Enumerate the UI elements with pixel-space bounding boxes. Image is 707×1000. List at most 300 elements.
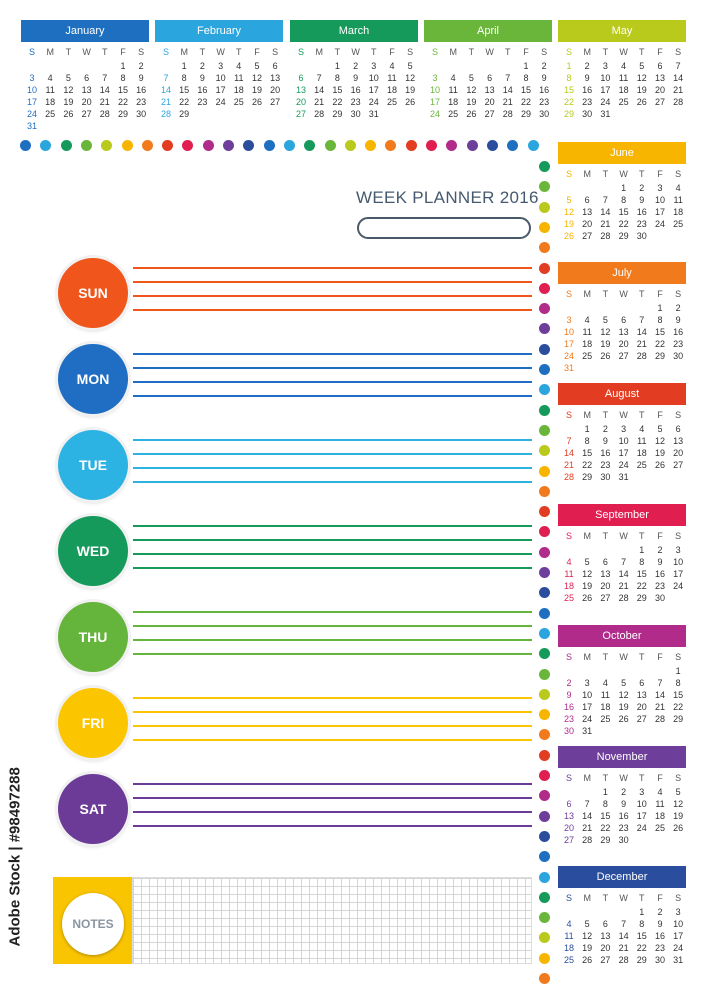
calendar-day[interactable]: 18 (582, 339, 593, 349)
calendar-day[interactable]: 5 (675, 787, 681, 797)
calendar-day[interactable]: 19 (251, 85, 262, 95)
calendar-day[interactable]: 27 (81, 109, 92, 119)
calendar-day[interactable]: 2 (675, 303, 681, 313)
calendar-day[interactable]: 23 (636, 219, 647, 229)
calendar-day[interactable]: 8 (334, 73, 340, 83)
calendar-day[interactable]: 26 (63, 109, 74, 119)
calendar-day[interactable]: 11 (655, 799, 665, 809)
calendar-day[interactable]: 13 (563, 811, 574, 821)
calendar-day[interactable]: 7 (621, 557, 627, 567)
calendar-day[interactable]: 23 (136, 97, 147, 107)
calendar-day[interactable]: 30 (136, 109, 147, 119)
calendar-day[interactable]: 6 (272, 61, 278, 71)
calendar-day[interactable]: 17 (673, 931, 684, 941)
calendar-day[interactable]: 18 (45, 97, 56, 107)
calendar-day[interactable]: 17 (26, 97, 37, 107)
calendar-day[interactable]: 1 (675, 666, 681, 676)
calendar-day[interactable]: 28 (618, 593, 629, 603)
calendar-day[interactable]: 7 (621, 919, 627, 929)
calendar-day[interactable]: 6 (639, 678, 645, 688)
calendar-day[interactable]: 24 (673, 943, 684, 953)
calendar-day[interactable]: 22 (673, 702, 684, 712)
day-writing-line[interactable] (133, 295, 532, 297)
calendar-day[interactable]: 9 (566, 690, 572, 700)
calendar-day[interactable]: 30 (654, 593, 665, 603)
calendar-day[interactable]: 29 (117, 109, 128, 119)
calendar-day[interactable]: 14 (618, 931, 629, 941)
calendar-day[interactable]: 23 (673, 339, 684, 349)
calendar-day[interactable]: 3 (621, 424, 627, 434)
calendar-day[interactable]: 10 (673, 557, 684, 567)
calendar-day[interactable]: 11 (234, 73, 244, 83)
calendar-day[interactable]: 29 (179, 109, 190, 119)
calendar-day[interactable]: 2 (639, 183, 645, 193)
calendar-day[interactable]: 18 (600, 702, 611, 712)
calendar-day[interactable]: 20 (636, 702, 647, 712)
day-writing-line[interactable] (133, 553, 532, 555)
calendar-day[interactable]: 7 (675, 61, 681, 71)
calendar-day[interactable]: 10 (600, 73, 611, 83)
calendar-day[interactable]: 10 (618, 436, 629, 446)
calendar-day[interactable]: 21 (502, 97, 513, 107)
calendar-day[interactable]: 28 (636, 351, 647, 361)
calendar-day[interactable]: 29 (636, 955, 647, 965)
calendar-day[interactable]: 11 (618, 73, 629, 83)
day-writing-line[interactable] (133, 539, 532, 541)
day-writing-line[interactable] (133, 467, 532, 469)
calendar-day[interactable]: 11 (564, 931, 574, 941)
calendar-day[interactable]: 13 (618, 327, 629, 337)
calendar-day[interactable]: 7 (584, 799, 590, 809)
calendar-day[interactable]: 2 (199, 61, 205, 71)
calendar-day[interactable]: 25 (600, 714, 611, 724)
calendar-day[interactable]: 26 (618, 714, 629, 724)
day-writing-line[interactable] (133, 739, 532, 741)
calendar-day[interactable]: 26 (654, 460, 665, 470)
calendar-day[interactable]: 23 (618, 823, 629, 833)
calendar-day[interactable]: 6 (675, 424, 681, 434)
calendar-day[interactable]: 12 (636, 73, 647, 83)
calendar-day[interactable]: 20 (600, 943, 611, 953)
calendar-day[interactable]: 17 (600, 85, 611, 95)
calendar-day[interactable]: 10 (582, 690, 593, 700)
calendar-day[interactable]: 21 (582, 823, 593, 833)
day-writing-line[interactable] (133, 625, 532, 627)
calendar-day[interactable]: 24 (618, 460, 629, 470)
calendar-day[interactable]: 25 (654, 823, 665, 833)
calendar-day[interactable]: 1 (523, 61, 529, 71)
calendar-day[interactable]: 2 (566, 678, 572, 688)
calendar-day[interactable]: 3 (371, 61, 377, 71)
calendar-day[interactable]: 20 (654, 85, 665, 95)
calendar-day[interactable]: 6 (602, 919, 608, 929)
calendar-day[interactable]: 24 (582, 714, 593, 724)
calendar-day[interactable]: 28 (582, 835, 593, 845)
calendar-day[interactable]: 3 (566, 315, 572, 325)
calendar-day[interactable]: 1 (639, 907, 645, 917)
calendar-day[interactable]: 4 (566, 919, 572, 929)
calendar-day[interactable]: 11 (45, 85, 55, 95)
calendar-day[interactable]: 24 (636, 823, 647, 833)
calendar-day[interactable]: 3 (584, 678, 590, 688)
calendar-day[interactable]: 12 (618, 690, 629, 700)
calendar-day[interactable]: 12 (582, 931, 593, 941)
calendar-day[interactable]: 29 (618, 231, 629, 241)
calendar-day[interactable]: 30 (636, 231, 647, 241)
calendar-day[interactable]: 15 (563, 85, 574, 95)
calendar-day[interactable]: 11 (582, 327, 592, 337)
calendar-day[interactable]: 23 (563, 714, 574, 724)
calendar-day[interactable]: 4 (602, 678, 608, 688)
day-writing-line[interactable] (133, 783, 532, 785)
calendar-day[interactable]: 14 (314, 85, 325, 95)
calendar-day[interactable]: 31 (600, 109, 611, 119)
calendar-day[interactable]: 20 (295, 97, 306, 107)
calendar-day[interactable]: 8 (566, 73, 572, 83)
calendar-day[interactable]: 26 (251, 97, 262, 107)
calendar-day[interactable]: 4 (47, 73, 53, 83)
calendar-day[interactable]: 19 (636, 85, 647, 95)
calendar-day[interactable]: 25 (582, 351, 593, 361)
calendar-day[interactable]: 26 (582, 955, 593, 965)
calendar-day[interactable]: 23 (539, 97, 550, 107)
calendar-day[interactable]: 5 (639, 61, 645, 71)
calendar-day[interactable]: 27 (270, 97, 281, 107)
calendar-day[interactable]: 28 (563, 472, 574, 482)
calendar-day[interactable]: 19 (405, 85, 416, 95)
calendar-day[interactable]: 2 (353, 61, 359, 71)
calendar-day[interactable]: 27 (484, 109, 495, 119)
calendar-day[interactable]: 3 (639, 787, 645, 797)
calendar-day[interactable]: 15 (600, 811, 611, 821)
calendar-day[interactable]: 1 (334, 61, 340, 71)
calendar-day[interactable]: 10 (215, 73, 226, 83)
calendar-day[interactable]: 21 (673, 85, 684, 95)
calendar-day[interactable]: 15 (179, 85, 190, 95)
calendar-day[interactable]: 2 (602, 424, 608, 434)
calendar-day[interactable]: 10 (654, 195, 665, 205)
calendar-day[interactable]: 8 (639, 919, 645, 929)
calendar-day[interactable]: 25 (233, 97, 244, 107)
calendar-day[interactable]: 12 (63, 85, 74, 95)
calendar-day[interactable]: 5 (602, 315, 608, 325)
calendar-day[interactable]: 21 (654, 702, 665, 712)
calendar-day[interactable]: 3 (218, 61, 224, 71)
day-writing-line[interactable] (133, 639, 532, 641)
calendar-day[interactable]: 6 (602, 557, 608, 567)
calendar-day[interactable]: 16 (563, 702, 574, 712)
calendar-day[interactable]: 18 (448, 97, 459, 107)
calendar-day[interactable]: 27 (582, 231, 593, 241)
calendar-day[interactable]: 4 (566, 557, 572, 567)
calendar-day[interactable]: 19 (673, 811, 684, 821)
calendar-day[interactable]: 6 (657, 61, 663, 71)
calendar-day[interactable]: 27 (618, 351, 629, 361)
calendar-day[interactable]: 8 (584, 436, 590, 446)
calendar-day[interactable]: 27 (600, 955, 611, 965)
calendar-day[interactable]: 14 (654, 690, 665, 700)
calendar-day[interactable]: 22 (654, 339, 665, 349)
calendar-day[interactable]: 17 (654, 207, 665, 217)
calendar-day[interactable]: 5 (468, 73, 474, 83)
calendar-day[interactable]: 25 (386, 97, 397, 107)
notes-grid[interactable] (132, 877, 532, 964)
calendar-day[interactable]: 28 (314, 109, 325, 119)
calendar-day[interactable]: 13 (81, 85, 92, 95)
calendar-day[interactable]: 21 (160, 97, 171, 107)
calendar-day[interactable]: 9 (675, 315, 681, 325)
calendar-day[interactable]: 27 (636, 714, 647, 724)
calendar-day[interactable]: 10 (673, 919, 684, 929)
calendar-day[interactable]: 9 (639, 195, 645, 205)
calendar-day[interactable]: 8 (523, 73, 529, 83)
calendar-day[interactable]: 28 (600, 231, 611, 241)
day-writing-line[interactable] (133, 697, 532, 699)
calendar-day[interactable]: 30 (563, 726, 574, 736)
calendar-day[interactable]: 6 (584, 195, 590, 205)
calendar-day[interactable]: 9 (584, 73, 590, 83)
calendar-day[interactable]: 12 (582, 569, 593, 579)
calendar-day[interactable]: 12 (466, 85, 477, 95)
calendar-day[interactable]: 21 (636, 339, 647, 349)
calendar-day[interactable]: 22 (618, 219, 629, 229)
calendar-day[interactable]: 16 (582, 85, 593, 95)
calendar-day[interactable]: 3 (602, 61, 608, 71)
calendar-day[interactable]: 25 (448, 109, 459, 119)
calendar-day[interactable]: 30 (582, 109, 593, 119)
calendar-day[interactable]: 27 (563, 835, 574, 845)
calendar-day[interactable]: 27 (673, 460, 684, 470)
calendar-day[interactable]: 31 (563, 363, 574, 373)
day-writing-line[interactable] (133, 267, 532, 269)
calendar-day[interactable]: 15 (673, 690, 684, 700)
day-writing-line[interactable] (133, 453, 532, 455)
calendar-day[interactable]: 4 (584, 315, 590, 325)
calendar-day[interactable]: 25 (563, 593, 574, 603)
calendar-day[interactable]: 13 (295, 85, 306, 95)
calendar-day[interactable]: 17 (368, 85, 379, 95)
calendar-day[interactable]: 19 (600, 339, 611, 349)
calendar-day[interactable]: 31 (26, 121, 37, 131)
calendar-day[interactable]: 12 (563, 207, 574, 217)
calendar-day[interactable]: 2 (541, 61, 547, 71)
calendar-day[interactable]: 9 (602, 436, 608, 446)
calendar-day[interactable]: 28 (618, 955, 629, 965)
calendar-day[interactable]: 2 (657, 907, 663, 917)
day-writing-line[interactable] (133, 653, 532, 655)
calendar-day[interactable]: 22 (636, 581, 647, 591)
calendar-day[interactable]: 1 (621, 183, 627, 193)
calendar-day[interactable]: 31 (368, 109, 379, 119)
calendar-day[interactable]: 31 (673, 955, 684, 965)
calendar-day[interactable]: 16 (654, 931, 665, 941)
calendar-day[interactable]: 20 (81, 97, 92, 107)
calendar-day[interactable]: 4 (639, 424, 645, 434)
calendar-day[interactable]: 26 (600, 351, 611, 361)
calendar-day[interactable]: 17 (563, 339, 574, 349)
calendar-day[interactable]: 21 (314, 97, 325, 107)
calendar-day[interactable]: 1 (566, 61, 572, 71)
calendar-day[interactable]: 30 (654, 955, 665, 965)
calendar-day[interactable]: 6 (298, 73, 304, 83)
calendar-day[interactable]: 1 (602, 787, 608, 797)
calendar-day[interactable]: 6 (621, 315, 627, 325)
calendar-day[interactable]: 13 (484, 85, 495, 95)
calendar-day[interactable]: 29 (582, 472, 593, 482)
calendar-day[interactable]: 16 (636, 207, 647, 217)
calendar-day[interactable]: 8 (120, 73, 126, 83)
day-writing-line[interactable] (133, 395, 532, 397)
calendar-day[interactable]: 15 (582, 448, 593, 458)
calendar-day[interactable]: 23 (654, 581, 665, 591)
calendar-day[interactable]: 9 (621, 799, 627, 809)
calendar-day[interactable]: 23 (197, 97, 208, 107)
calendar-day[interactable]: 19 (582, 581, 593, 591)
calendar-day[interactable]: 29 (600, 835, 611, 845)
calendar-day[interactable]: 18 (563, 943, 574, 953)
calendar-day[interactable]: 21 (618, 943, 629, 953)
calendar-day[interactable]: 17 (618, 448, 629, 458)
calendar-day[interactable]: 29 (332, 109, 343, 119)
calendar-day[interactable]: 14 (160, 85, 171, 95)
day-writing-line[interactable] (133, 481, 532, 483)
calendar-day[interactable]: 2 (138, 61, 144, 71)
calendar-day[interactable]: 24 (215, 97, 226, 107)
day-writing-line[interactable] (133, 725, 532, 727)
calendar-day[interactable]: 22 (636, 943, 647, 953)
calendar-day[interactable]: 13 (600, 931, 611, 941)
calendar-day[interactable]: 4 (621, 61, 627, 71)
calendar-day[interactable]: 9 (657, 919, 663, 929)
calendar-day[interactable]: 31 (618, 472, 629, 482)
calendar-day[interactable]: 15 (117, 85, 128, 95)
calendar-day[interactable]: 8 (181, 73, 187, 83)
calendar-day[interactable]: 5 (566, 195, 572, 205)
calendar-day[interactable]: 17 (636, 811, 647, 821)
calendar-day[interactable]: 20 (582, 219, 593, 229)
calendar-day[interactable]: 21 (563, 460, 574, 470)
calendar-day[interactable]: 9 (353, 73, 359, 83)
day-writing-line[interactable] (133, 811, 532, 813)
calendar-day[interactable]: 16 (136, 85, 147, 95)
calendar-day[interactable]: 21 (99, 97, 110, 107)
calendar-day[interactable]: 11 (448, 85, 458, 95)
calendar-day[interactable]: 26 (405, 97, 416, 107)
calendar-day[interactable]: 5 (584, 919, 590, 929)
calendar-day[interactable]: 16 (539, 85, 550, 95)
calendar-day[interactable]: 4 (450, 73, 456, 83)
calendar-day[interactable]: 16 (618, 811, 629, 821)
calendar-day[interactable]: 20 (563, 823, 574, 833)
calendar-day[interactable]: 25 (45, 109, 56, 119)
calendar-day[interactable]: 22 (563, 97, 574, 107)
calendar-day[interactable]: 24 (654, 219, 665, 229)
calendar-day[interactable]: 9 (199, 73, 205, 83)
day-writing-line[interactable] (133, 711, 532, 713)
calendar-day[interactable]: 20 (618, 339, 629, 349)
calendar-day[interactable]: 11 (673, 195, 683, 205)
calendar-day[interactable]: 5 (621, 678, 627, 688)
calendar-day[interactable]: 12 (600, 327, 611, 337)
calendar-day[interactable]: 22 (582, 460, 593, 470)
calendar-day[interactable]: 5 (65, 73, 71, 83)
calendar-day[interactable]: 1 (584, 424, 590, 434)
calendar-day[interactable]: 24 (368, 97, 379, 107)
calendar-day[interactable]: 16 (600, 448, 611, 458)
calendar-day[interactable]: 14 (600, 207, 611, 217)
calendar-day[interactable]: 20 (484, 97, 495, 107)
day-writing-line[interactable] (133, 825, 532, 827)
calendar-day[interactable]: 7 (657, 678, 663, 688)
calendar-day[interactable]: 14 (618, 569, 629, 579)
calendar-day[interactable]: 25 (673, 219, 684, 229)
calendar-day[interactable]: 5 (657, 424, 663, 434)
calendar-day[interactable]: 16 (350, 85, 361, 95)
calendar-day[interactable]: 11 (637, 436, 647, 446)
calendar-day[interactable]: 17 (429, 97, 440, 107)
calendar-day[interactable]: 7 (163, 73, 169, 83)
calendar-day[interactable]: 13 (270, 73, 281, 83)
day-writing-line[interactable] (133, 367, 532, 369)
calendar-day[interactable]: 17 (582, 702, 593, 712)
day-writing-line[interactable] (133, 567, 532, 569)
calendar-day[interactable]: 7 (102, 73, 108, 83)
calendar-day[interactable]: 26 (466, 109, 477, 119)
calendar-day[interactable]: 16 (197, 85, 208, 95)
calendar-day[interactable]: 23 (582, 97, 593, 107)
calendar-day[interactable]: 30 (618, 835, 629, 845)
calendar-day[interactable]: 25 (618, 97, 629, 107)
calendar-day[interactable]: 8 (602, 799, 608, 809)
calendar-day[interactable]: 8 (657, 315, 663, 325)
title-input-box[interactable] (357, 217, 531, 239)
calendar-day[interactable]: 9 (657, 557, 663, 567)
calendar-day[interactable]: 15 (618, 207, 629, 217)
day-writing-line[interactable] (133, 439, 532, 441)
calendar-day[interactable]: 2 (621, 787, 627, 797)
calendar-day[interactable]: 11 (387, 73, 397, 83)
calendar-day[interactable]: 1 (657, 303, 663, 313)
calendar-day[interactable]: 29 (636, 593, 647, 603)
calendar-day[interactable]: 26 (582, 593, 593, 603)
calendar-day[interactable]: 4 (236, 61, 242, 71)
calendar-day[interactable]: 25 (563, 955, 574, 965)
calendar-day[interactable]: 5 (254, 61, 260, 71)
calendar-day[interactable]: 27 (654, 97, 665, 107)
calendar-day[interactable]: 7 (566, 436, 572, 446)
calendar-day[interactable]: 12 (405, 73, 416, 83)
calendar-day[interactable]: 13 (636, 690, 647, 700)
calendar-day[interactable]: 7 (639, 315, 645, 325)
calendar-day[interactable]: 17 (215, 85, 226, 95)
calendar-day[interactable]: 22 (600, 823, 611, 833)
calendar-day[interactable]: 18 (636, 448, 647, 458)
calendar-day[interactable]: 24 (429, 109, 440, 119)
calendar-day[interactable]: 10 (636, 799, 647, 809)
calendar-day[interactable]: 16 (673, 327, 684, 337)
calendar-day[interactable]: 22 (179, 97, 190, 107)
calendar-day[interactable]: 3 (29, 73, 35, 83)
calendar-day[interactable]: 14 (502, 85, 513, 95)
calendar-day[interactable]: 23 (654, 943, 665, 953)
calendar-day[interactable]: 14 (636, 327, 647, 337)
calendar-day[interactable]: 18 (386, 85, 397, 95)
calendar-day[interactable]: 27 (295, 109, 306, 119)
calendar-day[interactable]: 20 (673, 448, 684, 458)
calendar-day[interactable]: 17 (673, 569, 684, 579)
calendar-day[interactable]: 26 (636, 97, 647, 107)
calendar-day[interactable]: 8 (639, 557, 645, 567)
